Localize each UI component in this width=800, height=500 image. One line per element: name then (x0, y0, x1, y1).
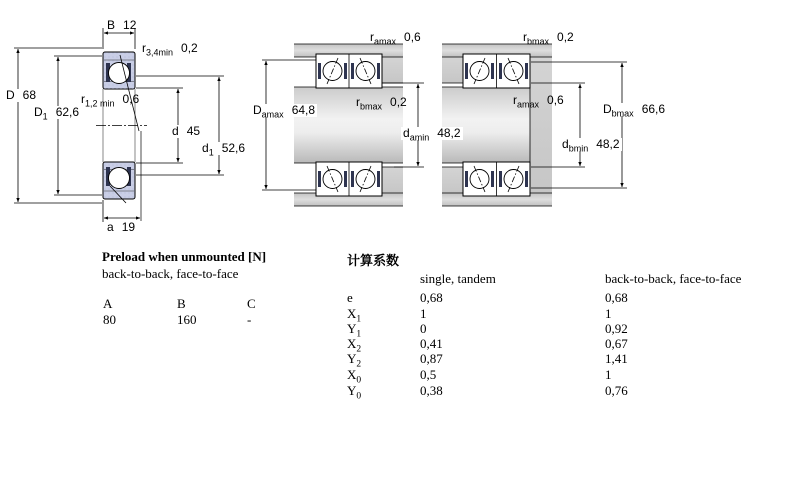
dim-label-ramax-b: $r_{amax}$ 0,6 (513, 93, 564, 110)
preload-col-b: B (177, 296, 186, 311)
preload-title: Preload when unmounted [N] (102, 249, 267, 264)
dim-label-D: D 68 (6, 88, 37, 102)
factors-row-x0: $X_0$ 0,5 1 (347, 367, 612, 386)
dim-label-dbmin: $d_{bmin}$ 48,2 (562, 137, 620, 154)
dim-label-D1: $D_1$ 62,6 (34, 105, 80, 122)
factors-title: 计算系数 (347, 253, 400, 268)
preload-subtitle: back-to-back, face-to-face (102, 266, 239, 281)
factors-row-x2: $X_2$ 0,41 0,67 (347, 336, 628, 355)
factors-col2-header: back-to-back, face-to-face (605, 271, 742, 286)
dim-label-r12: $r_{1,2 min}$ 0,6 (81, 92, 140, 109)
factors-col1-header: single, tandem (420, 271, 496, 286)
dim-label-ramax-a: $r_{amax}$ 0,6 (370, 30, 421, 47)
preload-value-b: 160 (177, 312, 197, 327)
dim-label-d1: $d_1$ 52,6 (202, 141, 246, 158)
dim-label-Dbmax: $D_{bmax}$ 66,6 (603, 102, 666, 119)
preload-value-a: 80 (103, 312, 116, 327)
dim-label-rbmax-b: $r_{bmax}$ 0,2 (523, 30, 574, 47)
dim-label-a: a 19 (107, 220, 136, 234)
dim-label-rbmax-a: $r_{bmax}$ 0,2 (356, 95, 407, 112)
factors-row-y2: $Y_2$ 0,87 1,41 (347, 351, 628, 370)
factors-row-e: e 0,68 0,68 (347, 290, 628, 305)
dim-label-B: B 12 (107, 18, 137, 32)
dim-label-Damax: $D_{amax}$ 64,8 (253, 103, 316, 120)
dim-label-d: d 45 (172, 124, 201, 138)
preload-value-c: - (247, 312, 252, 327)
figure-mounted-b (442, 44, 627, 206)
dim-label-r34: $r_{3,4min}$ 0,2 (142, 41, 198, 58)
factors-row-y1: $Y_1$ 0 0,92 (347, 321, 628, 340)
preload-col-a: A (103, 296, 113, 311)
dim-label-damin: $d_{amin}$ 48,2 (403, 126, 461, 143)
factors-row-x1: $X_1$ 1 1 (347, 306, 612, 325)
preload-col-c: C (247, 296, 256, 311)
figure-mounted-a (262, 44, 424, 206)
factors-row-y0: $Y_0$ 0,38 0,76 (347, 383, 628, 402)
